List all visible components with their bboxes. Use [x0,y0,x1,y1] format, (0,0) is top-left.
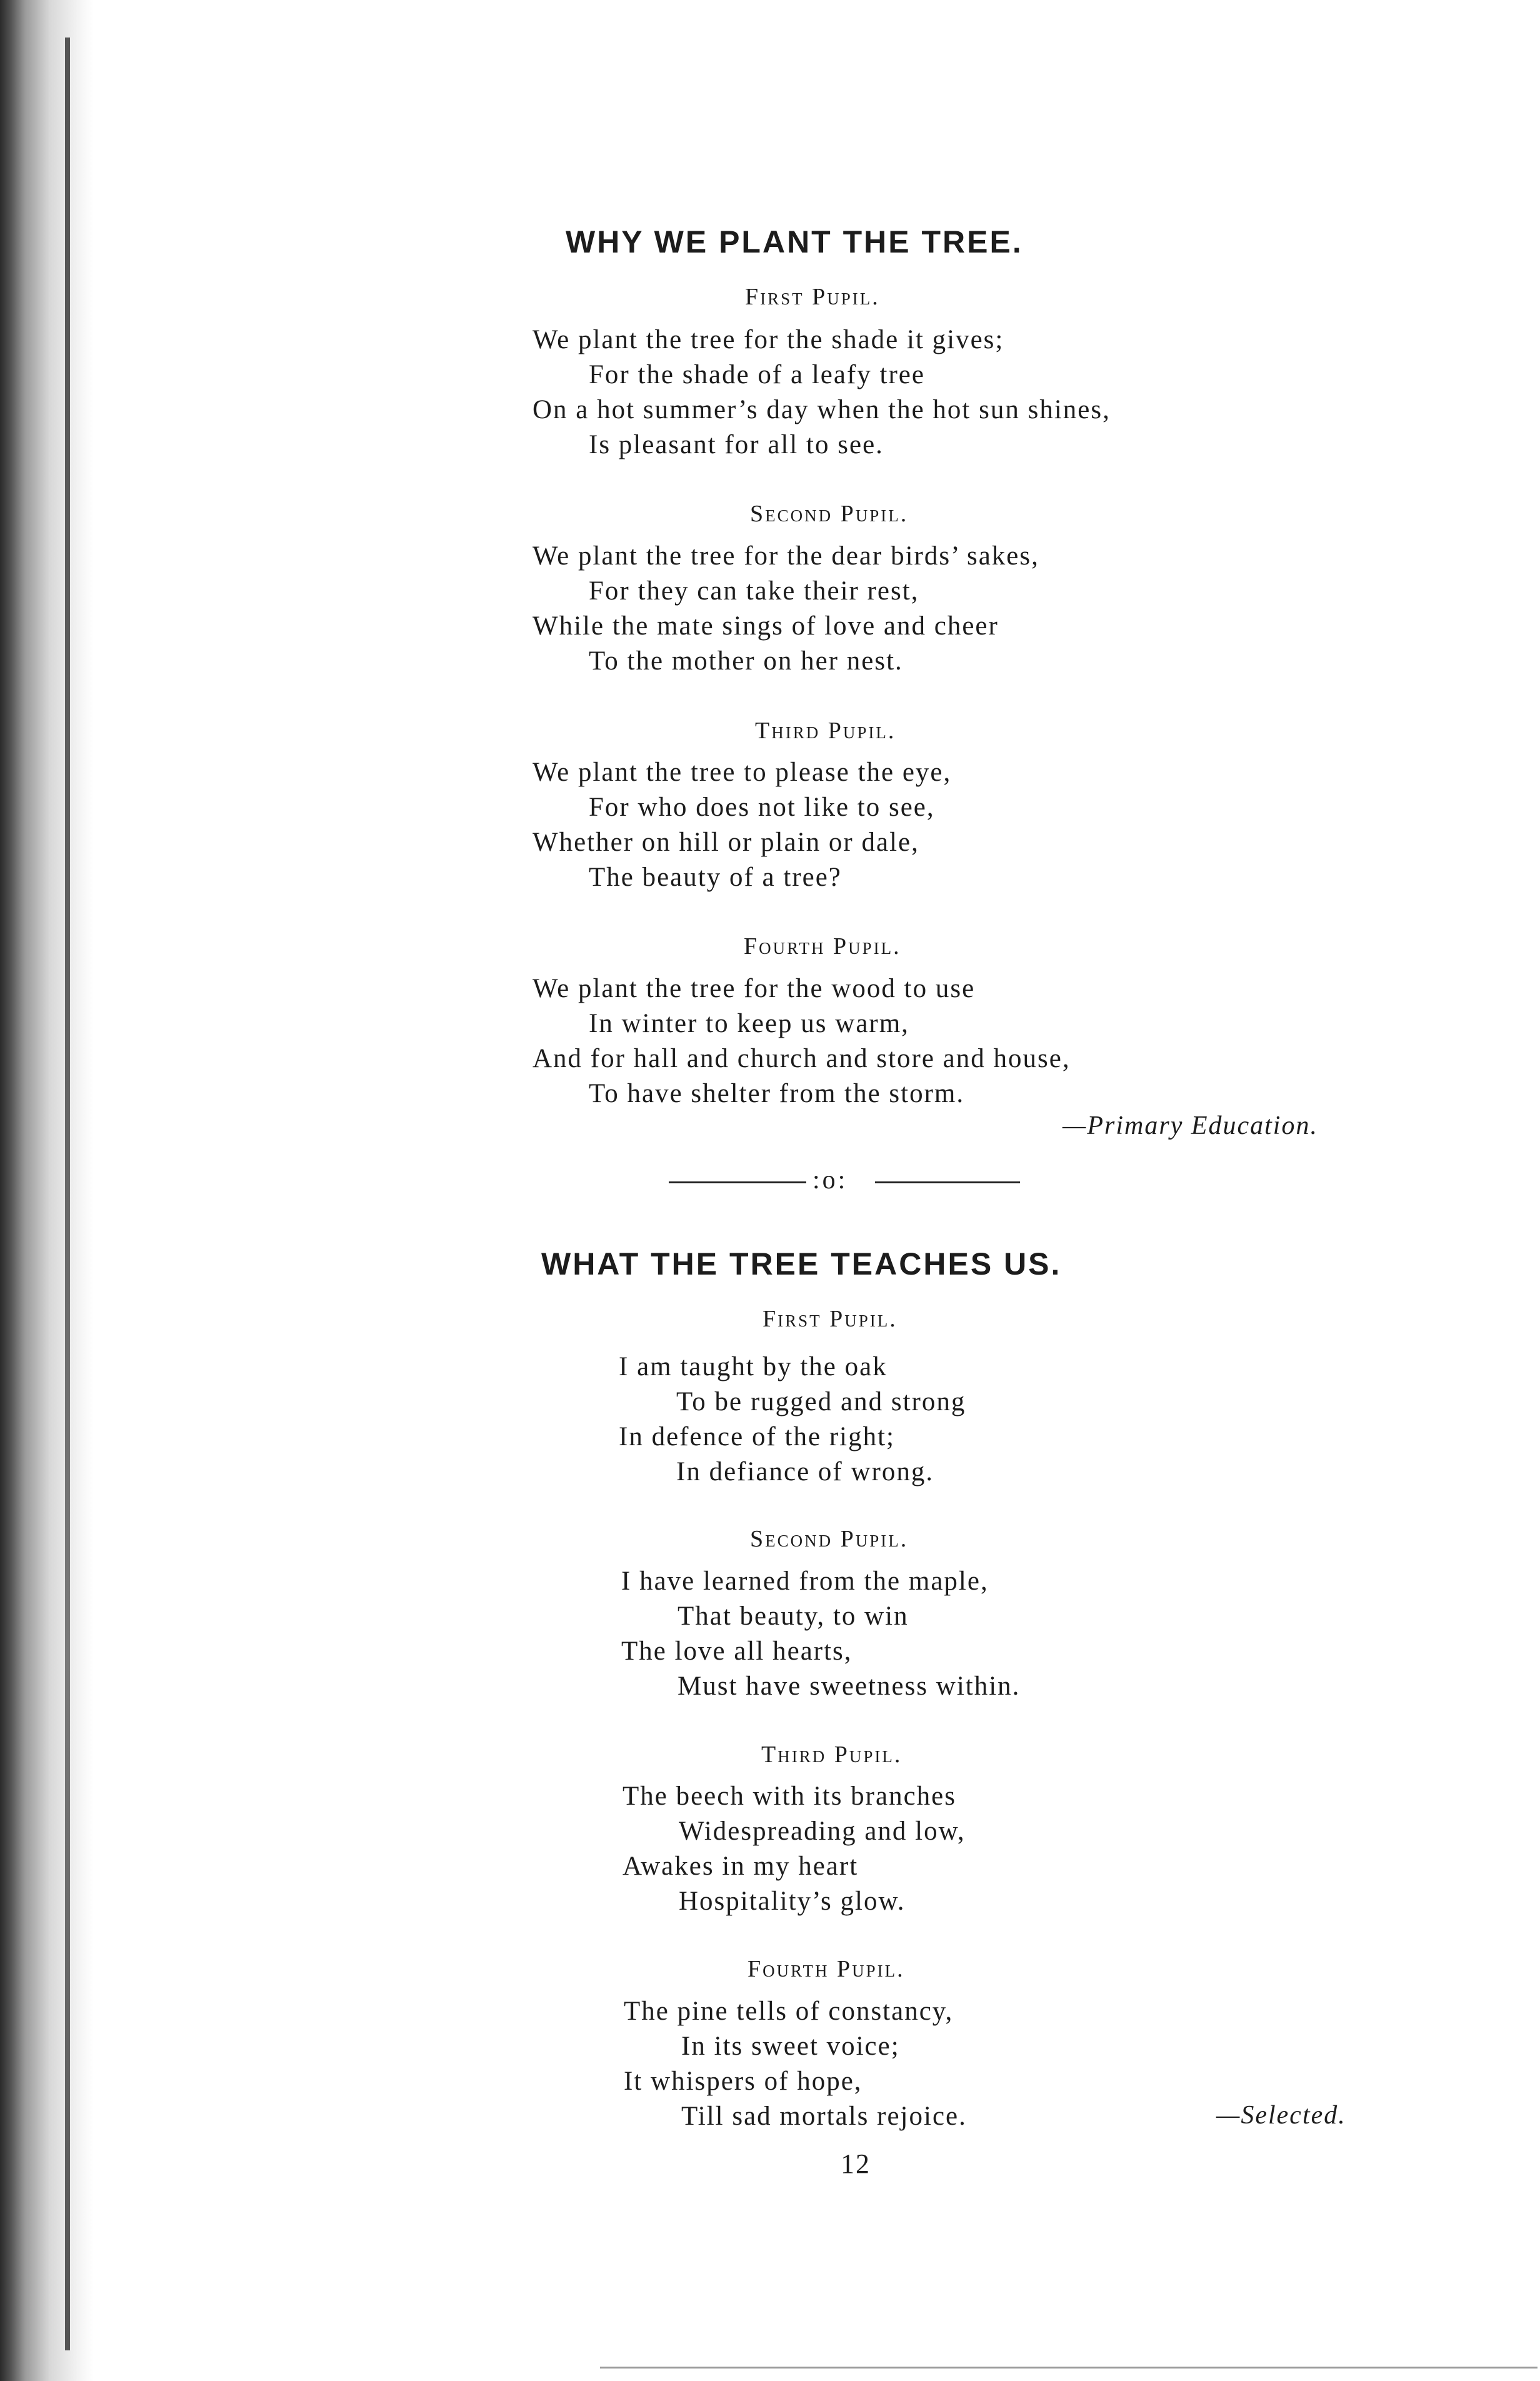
poem-1-stanza-4-line-3: And for hall and church and store and house, [532,1044,1071,1073]
poem-1-stanza-3-line-3: Whether on hill or plain or dale, [532,828,919,857]
poem-2-speaker-3: Third Pupil. [761,1742,902,1768]
poem-1-stanza-2-line-2: For they can take their rest, [589,576,919,606]
poem-2-stanza-4-line-1: The pine tells of constancy, [624,1997,954,2026]
poem-1-stanza-1-line-3: On a hot summer’s day when the hot sun shines, [532,395,1111,424]
poem-1-stanza-2-line-3: While the mate sings of love and cheer [532,611,999,641]
poem-1-stanza-3-line-4: The beauty of a tree? [589,863,842,892]
poem-2-stanza-1-line-3: In defence of the right; [619,1422,895,1451]
poem-2-stanza-3-line-3: Awakes in my heart [622,1852,859,1881]
poem-2-stanza-1-line-1: I am taught by the oak [619,1352,888,1381]
poem-1-title: WHY WE PLANT THE TREE. [566,224,1023,259]
page-number: 12 [841,2148,871,2179]
poem-2-stanza-4-line-4: Till sad mortals rejoice. [681,2102,967,2131]
poem-2-speaker-2: Second Pupil. [750,1526,909,1552]
poem-1-stanza-1-line-1: We plant the tree for the shade it gives; [532,325,1004,354]
poem-1-speaker-2: Second Pupil. [750,501,909,527]
poem-1-stanza-2-line-4: To the mother on her nest. [589,646,903,676]
poem-1-stanza-3-line-2: For who does not like to see, [589,793,935,822]
poem-2-stanza-2-line-1: I have learned from the maple, [621,1566,989,1596]
poem-1-speaker-1: First Pupil. [745,284,880,310]
poem-1-stanza-1-line-4: Is pleasant for all to see. [589,430,884,459]
poem-2-stanza-3-line-1: The beech with its branches [622,1782,956,1811]
poem-1-attribution: —Primary Education. [1062,1111,1318,1140]
poem-2-title: WHAT THE TREE TEACHES US. [541,1246,1062,1281]
poem-2-stanza-2-line-3: The love all hearts, [621,1637,852,1666]
poem-2-stanza-1-line-4: In defiance of wrong. [676,1457,934,1486]
poem-1-speaker-3: Third Pupil. [755,718,896,744]
poem-2-stanza-3-line-4: Hospitality’s glow. [679,1887,906,1916]
poem-1-stanza-4-line-4: To have shelter from the storm. [589,1079,965,1108]
poem-2-stanza-1-line-2: To be rugged and strong [676,1387,966,1416]
poem-1-speaker-4: Fourth Pupil. [744,933,901,960]
poem-2-attribution: —Selected. [1216,2101,1346,2130]
poem-2-stanza-2-line-2: That beauty, to win [678,1602,909,1631]
poem-2-stanza-3-line-2: Widespreading and low, [679,1817,966,1846]
poem-2-speaker-4: Fourth Pupil. [748,1956,905,1982]
poem-1-stanza-4-line-2: In winter to keep us warm, [589,1009,909,1038]
separator-rule-left [669,1181,806,1183]
separator-ornament: :o: [812,1166,848,1195]
poem-1-stanza-1-line-2: For the shade of a leafy tree [589,360,925,389]
poem-1-stanza-2-line-1: We plant the tree for the dear birds’ sakes, [532,541,1039,571]
poem-2-stanza-4-line-3: It whispers of hope, [624,2067,862,2096]
poem-2-stanza-4-line-2: In its sweet voice; [681,2032,900,2061]
poem-1-stanza-3-line-1: We plant the tree to please the eye, [532,758,952,787]
poem-1-stanza-4-line-1: We plant the tree for the wood to use [532,974,976,1003]
separator-rule-right [875,1181,1020,1183]
poem-2-speaker-1: First Pupil. [762,1306,898,1332]
poem-2-stanza-2-line-4: Must have sweetness within. [678,1672,1021,1701]
